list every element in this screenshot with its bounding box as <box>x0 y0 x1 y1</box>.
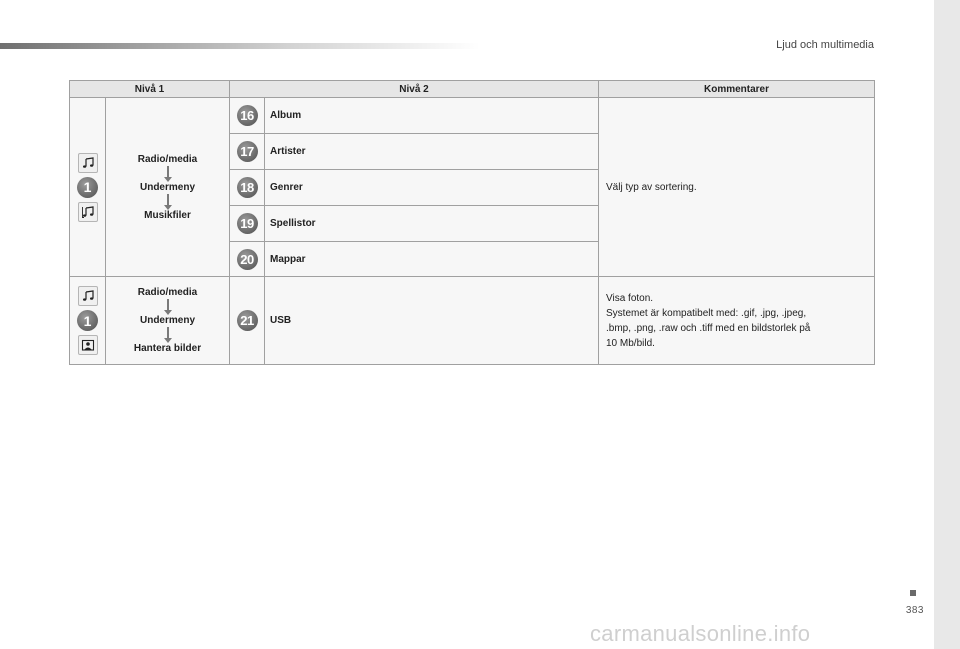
badge-cell <box>230 98 265 134</box>
group1-flow-cell <box>106 98 230 277</box>
column-header-comments: Kommentarer <box>599 81 875 98</box>
step-badge: 18 <box>237 177 258 198</box>
group2-comment <box>599 277 875 365</box>
option-label: Genrer <box>265 170 599 206</box>
group2-icons-cell <box>70 277 106 365</box>
comment-line: .bmp, .png, .raw och .tiff med en bildstorlek på <box>606 322 811 334</box>
badge-cell <box>230 134 265 170</box>
option-label: Spellistor <box>265 206 599 242</box>
comment-line: Visa foton. <box>606 292 654 304</box>
option-label: Artister <box>265 134 599 170</box>
flow-step-submenu: Undermeny <box>139 315 195 326</box>
option-label: Mappar <box>265 242 599 277</box>
column-header-level2: Nivå 2 <box>230 81 599 98</box>
group1-comment: Välj typ av sortering. <box>599 98 875 277</box>
badge-cell <box>230 206 265 242</box>
step-badge: 20 <box>237 249 258 270</box>
badge-cell <box>230 242 265 277</box>
arrow-down-icon <box>167 299 169 310</box>
flow-step-submenu: Undermeny <box>139 181 195 193</box>
page-marker <box>910 590 916 596</box>
step-badge: 19 <box>237 213 258 234</box>
step-badge: 1 <box>77 310 98 331</box>
group2-flow-cell <box>106 277 230 365</box>
flow-step-radio-media: Radio/media <box>137 287 198 298</box>
flow-step-music-files: Musikfiler <box>144 209 191 221</box>
menu-table <box>69 80 875 365</box>
column-header-level1: Nivå 1 <box>70 81 230 98</box>
option-label: USB <box>265 277 599 365</box>
music-note-icon <box>78 286 98 306</box>
music-note-icon <box>78 153 98 173</box>
table-row <box>70 98 875 134</box>
flow-step-manage-images: Hantera bilder <box>133 343 202 354</box>
music-files-icon <box>78 202 98 222</box>
photo-portrait-icon <box>78 335 98 355</box>
header-gradient-bar <box>0 43 480 49</box>
watermark-text: carmanualsonline.info <box>590 621 811 646</box>
badge-cell <box>230 277 265 365</box>
arrow-down-icon <box>167 166 169 177</box>
step-badge: 17 <box>237 141 258 162</box>
table-row <box>70 277 875 365</box>
page-number: 383 <box>905 605 924 616</box>
option-label: Album <box>265 98 599 134</box>
step-badge: 21 <box>237 310 258 331</box>
section-title: Ljud och multimedia <box>776 39 874 51</box>
arrow-down-icon <box>167 327 169 338</box>
table-header-row <box>70 81 875 98</box>
comment-line: Systemet är kompatibelt med: .gif, .jpg, .jpeg, <box>606 307 807 319</box>
comment-line: 10 Mb/bild. <box>606 337 655 349</box>
arrow-down-icon <box>167 194 169 205</box>
badge-cell <box>230 170 265 206</box>
flow-step-radio-media: Radio/media <box>137 153 198 165</box>
group1-icons-cell <box>70 98 106 277</box>
step-badge: 16 <box>237 105 258 126</box>
step-badge: 1 <box>77 177 98 198</box>
page-side-tab <box>934 0 960 649</box>
